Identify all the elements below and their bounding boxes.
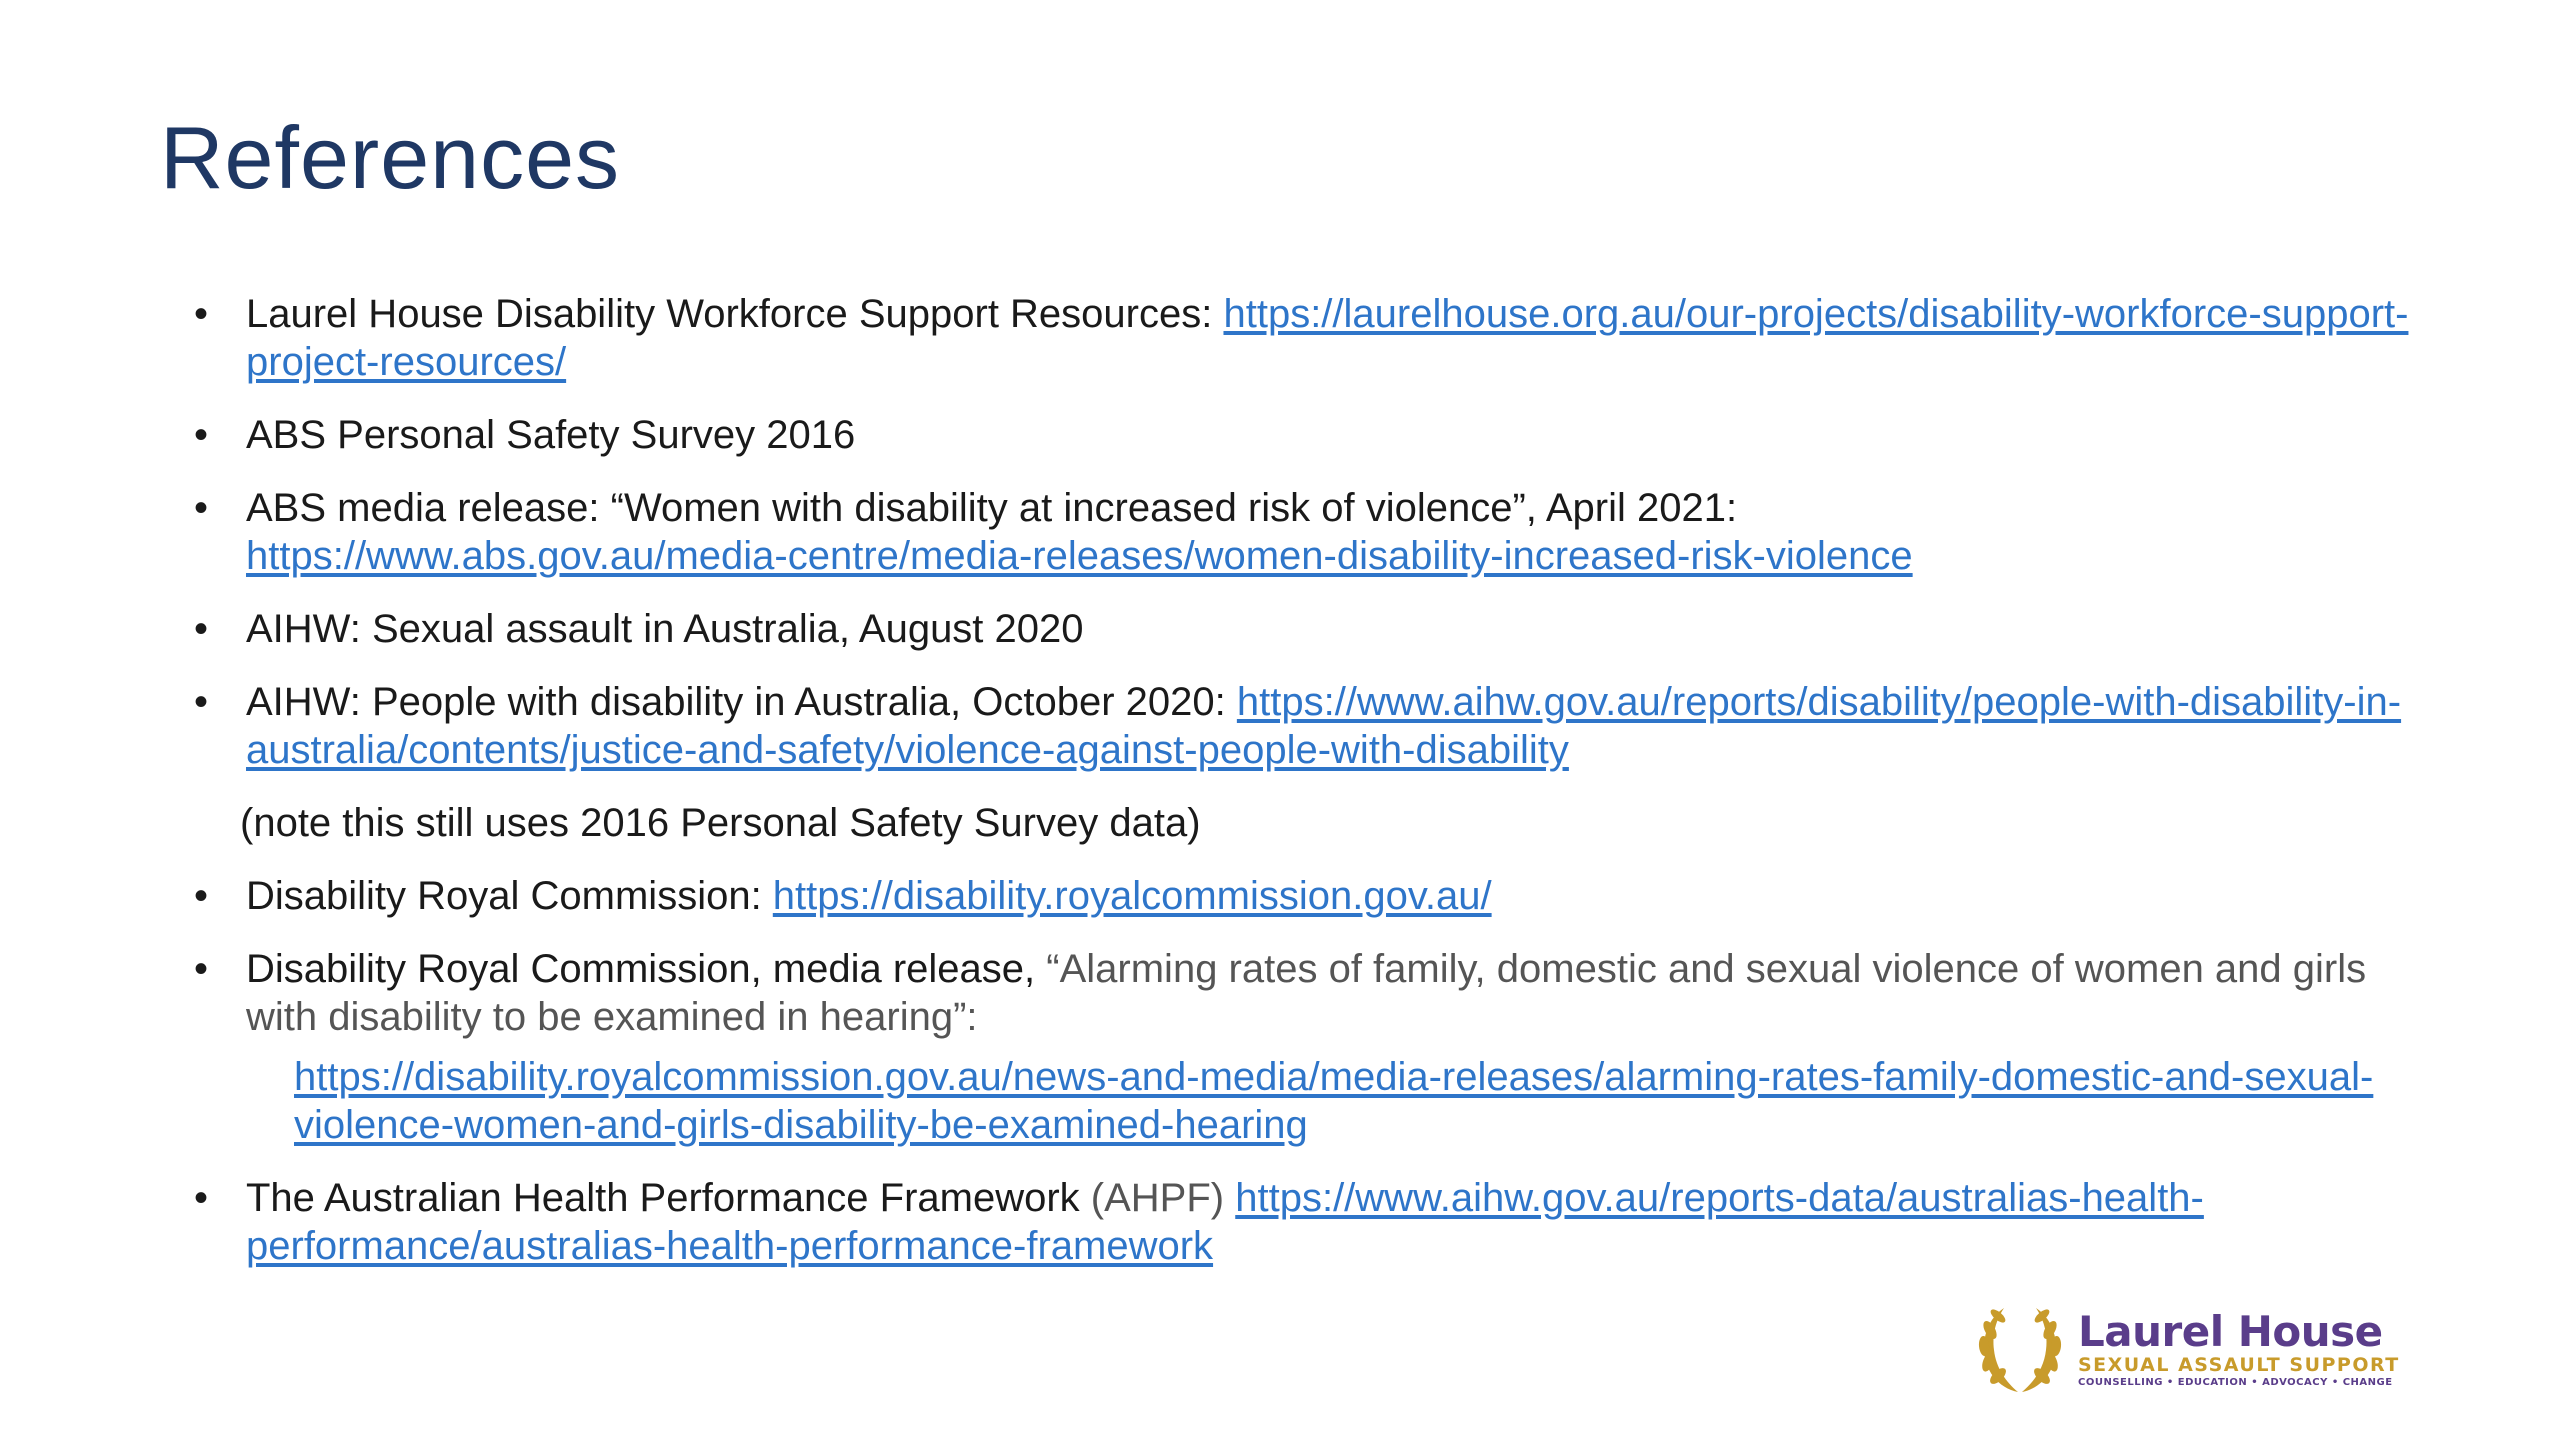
bullet: • [194,874,209,918]
reference-item-royal-commission-media-release [160,945,2420,1149]
reference-text: Laurel House Disability Workforce Support Resources: [246,292,1224,336]
reference-text: AIHW: Sexual assault in Australia, August 2020 [246,607,1084,651]
reference-item-ahpf [160,1174,2420,1270]
reference-text: AIHW: People with disability in Australia, October 2020: [246,680,1237,724]
reference-text: ABS Personal Safety Survey 2016 [246,413,856,457]
laurel-house-logo [1970,1300,2450,1400]
reference-item-royal-commission [160,872,2420,920]
logo-name: Laurel House [2078,1307,2383,1356]
logo-tagline: COUNSELLING • EDUCATION • ADVOCACY • CHANGE [2078,1377,2393,1388]
bullet: • [194,292,209,336]
slide-title: References [160,108,621,207]
bullet: • [194,607,209,651]
reference-text: The Australian Health Performance Framework [246,1176,1091,1220]
reference-link[interactable]: https://www.aihw.gov.au/reports/disability/people-with-disability-in-australia/contents/justice-and-safety/violence-against-people-with-disability [246,680,2402,772]
reference-item-aihw-disability [160,678,2420,774]
reference-text: ABS media release: “Women with disability at increased risk of violence”, April 2021: [246,486,1738,530]
laurel-wreath-icon [1970,1300,2070,1400]
reference-link[interactable]: https://disability.royalcommission.gov.au/ [772,874,1492,918]
reference-note [160,799,2420,847]
reference-item-abs-survey [160,411,2420,459]
reference-link[interactable]: https://laurelhouse.org.au/our-projects/disability-workforce-support-project-resources/ [246,292,2409,384]
reference-link[interactable]: https://www.aihw.gov.au/reports-data/australias-health-performance/australias-health-performance-framework [246,1176,2204,1268]
reference-item-laurel-house [160,290,2420,386]
bullet: • [194,486,209,530]
bullet: • [194,680,209,724]
reference-link[interactable]: https://www.abs.gov.au/media-centre/media-releases/women-disability-increased-risk-violence [246,534,1913,578]
logo-subtitle: SEXUAL ASSAULT SUPPORT [2078,1354,2400,1376]
note-text: (note this still uses 2016 Personal Safety Survey data) [240,801,1201,845]
bullet: • [194,413,209,457]
reference-text: Disability Royal Commission, media release, [246,947,1047,991]
bullet: • [194,1176,209,1220]
bullet: • [194,947,209,991]
reference-link[interactable]: https://disability.royalcommission.gov.au/news-and-media/media-releases/alarming-rates-family-domestic-and-sexual-violence-women-and-girls-disability-be-examined-hearing [294,1055,2374,1147]
reference-item-aihw-sexual-assault [160,605,2420,653]
reference-text: Disability Royal Commission: [246,874,773,918]
reference-list [160,290,2420,1295]
logo-text [2078,1307,2400,1390]
reference-quote: “Alarming rates of family, domestic and sexual violence of women and girls with disability to be examined in hearing”: [246,947,2367,1039]
sub-link-block [246,1053,2420,1149]
reference-item-abs-media-release [160,484,2420,580]
reference-abbreviation: (AHPF) [1090,1176,1236,1220]
